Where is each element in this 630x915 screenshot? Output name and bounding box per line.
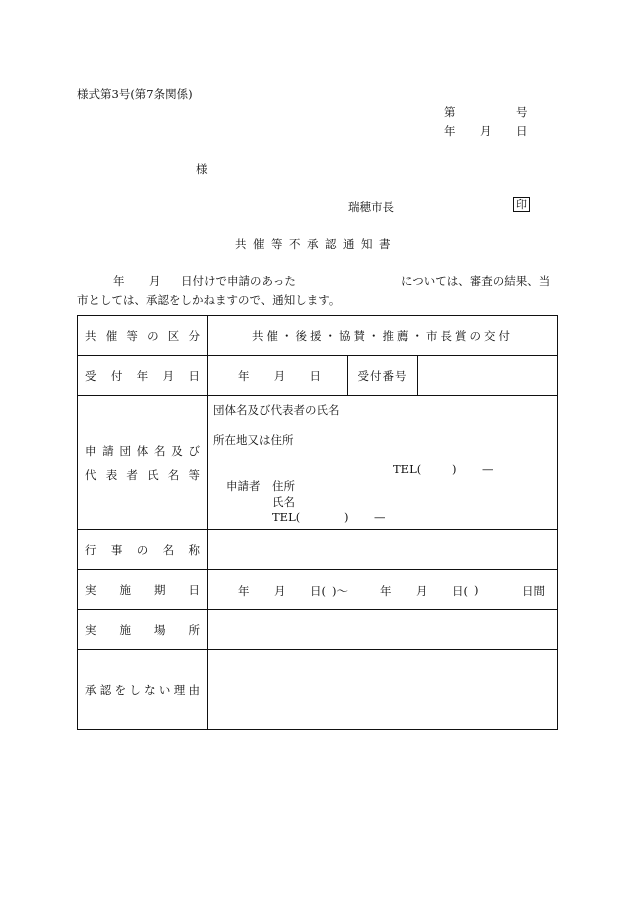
place-label: 実施場所 bbox=[78, 610, 208, 650]
group-tel-close: ) bbox=[452, 462, 457, 476]
group-name-label: 団体名及び代表者の氏名 bbox=[213, 403, 340, 417]
reason-label: 承認をしない理由 bbox=[78, 650, 208, 730]
body-line-1 bbox=[77, 272, 557, 291]
reason-row bbox=[78, 650, 558, 730]
category-label: 共催等の区分 bbox=[78, 316, 208, 356]
received-row bbox=[78, 356, 558, 396]
applicant-tel-close: ) bbox=[344, 510, 349, 524]
category-value: 共催・後援・協賛・推薦・市長賞の交付 bbox=[208, 316, 558, 356]
period-year-2: 年 bbox=[380, 583, 392, 598]
category-row bbox=[78, 316, 558, 356]
applicant-details-cell[interactable] bbox=[208, 396, 558, 530]
period-row bbox=[78, 570, 558, 610]
body-about-text: については、審査の結果、当 bbox=[401, 274, 551, 288]
period-close-1: )〜 bbox=[332, 583, 348, 598]
applicant-row bbox=[78, 396, 558, 530]
seal-mark bbox=[513, 197, 530, 212]
applicant-tel-dash: — bbox=[374, 510, 386, 524]
application-table bbox=[77, 315, 558, 730]
group-tel-label: TEL( bbox=[393, 462, 422, 476]
addressee-suffix: 様 bbox=[196, 162, 208, 176]
period-month-1: 月 bbox=[274, 583, 286, 598]
period-year-1: 年 bbox=[238, 583, 250, 598]
seal-text: 印 bbox=[513, 197, 530, 212]
body-paragraph bbox=[77, 272, 557, 310]
received-day: 日 bbox=[309, 368, 321, 383]
address-label: 所在地又は住所 bbox=[213, 433, 294, 447]
applicant-address-label: 住所 bbox=[272, 479, 295, 493]
received-year: 年 bbox=[238, 368, 250, 383]
period-day-1: 日( bbox=[310, 583, 326, 598]
number-suffix: 号 bbox=[516, 105, 528, 119]
applicant-tel-label: TEL( bbox=[272, 510, 301, 524]
period-day-2: 日( bbox=[452, 583, 468, 598]
received-date-cell[interactable] bbox=[208, 356, 348, 396]
period-value-cell[interactable] bbox=[208, 570, 558, 610]
issuer-name: 瑞穂市長 bbox=[348, 200, 394, 214]
event-value[interactable] bbox=[208, 530, 558, 570]
date-year: 年 bbox=[444, 124, 456, 138]
applicant-title: 申請者 bbox=[226, 479, 261, 493]
number-prefix: 第 bbox=[444, 105, 456, 119]
date-month: 月 bbox=[480, 124, 492, 138]
place-row bbox=[78, 610, 558, 650]
period-days: 日間 bbox=[522, 583, 545, 598]
applicant-label-line-1: 申請団体名及び bbox=[85, 443, 200, 458]
date-day: 日 bbox=[516, 124, 528, 138]
receipt-no-label: 受付番号 bbox=[348, 356, 418, 396]
document-title: 共催等不承認通知書 bbox=[235, 237, 397, 251]
event-row bbox=[78, 530, 558, 570]
applicant-name-label: 氏名 bbox=[272, 495, 295, 509]
reason-value[interactable] bbox=[208, 650, 558, 730]
group-tel-dash: — bbox=[482, 462, 494, 476]
body-date-text: 日付けで申請のあった bbox=[181, 274, 296, 288]
receipt-no-value[interactable] bbox=[418, 356, 558, 396]
applicant-label bbox=[78, 396, 208, 530]
event-label: 行事の名称 bbox=[78, 530, 208, 570]
period-label: 実施期日 bbox=[78, 570, 208, 610]
body-line-2: 市としては、承認をしかねますので、通知します。 bbox=[77, 293, 341, 307]
received-month: 月 bbox=[273, 368, 286, 383]
form-id: 様式第3号(第7条関係) bbox=[77, 87, 193, 101]
body-month: 月 bbox=[149, 274, 161, 288]
received-label: 受付年月日 bbox=[78, 356, 208, 396]
applicant-label-line-2: 代表者氏名等 bbox=[85, 467, 200, 482]
place-value[interactable] bbox=[208, 610, 558, 650]
period-close-2: ) bbox=[474, 582, 479, 597]
period-month-2: 月 bbox=[416, 583, 428, 598]
body-year: 年 bbox=[113, 274, 125, 288]
